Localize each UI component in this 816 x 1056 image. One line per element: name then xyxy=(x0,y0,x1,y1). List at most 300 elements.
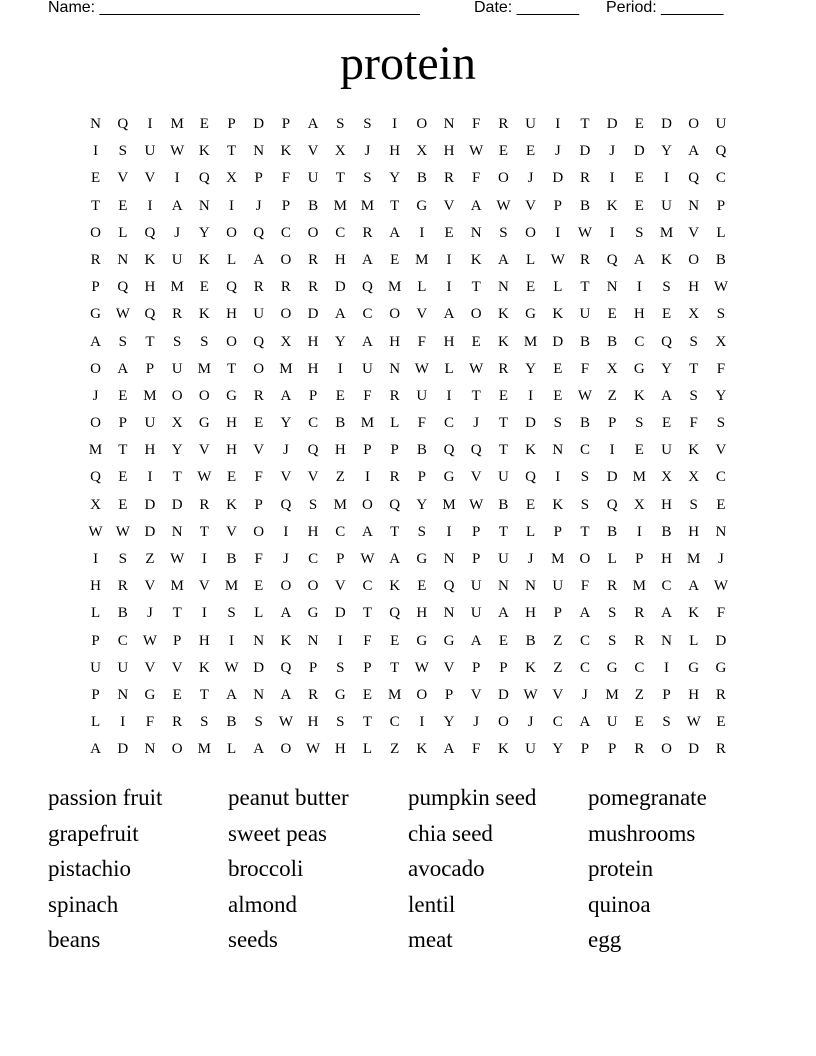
grid-letter[interactable]: Q xyxy=(144,306,156,323)
grid-letter[interactable]: P xyxy=(91,632,100,649)
grid-letter[interactable]: J xyxy=(717,551,724,567)
grid-letter[interactable]: Y xyxy=(416,496,428,513)
grid-letter[interactable]: F xyxy=(254,551,263,567)
grid-letter[interactable]: D xyxy=(253,659,265,676)
grid-letter[interactable]: S xyxy=(553,415,562,432)
grid-letter[interactable]: V xyxy=(144,659,156,676)
grid-letter[interactable]: R xyxy=(90,251,101,268)
grid-letter[interactable]: V xyxy=(525,197,537,214)
grid-letter[interactable]: A xyxy=(579,714,591,731)
grid-letter[interactable]: K xyxy=(525,659,537,676)
grid-letter[interactable]: O xyxy=(416,116,428,132)
grid-letter[interactable]: D xyxy=(497,686,509,703)
grid-letter[interactable]: I xyxy=(555,224,561,241)
name-field[interactable]: Name: ____________________________________ xyxy=(48,0,420,16)
grid-letter[interactable]: R xyxy=(498,360,509,377)
grid-letter[interactable]: D xyxy=(525,415,537,432)
grid-letter[interactable]: S xyxy=(689,496,698,513)
grid-letter[interactable]: L xyxy=(526,523,536,540)
grid-letter[interactable]: V xyxy=(688,224,700,241)
grid-letter[interactable]: X xyxy=(280,333,292,350)
grid-letter[interactable]: W xyxy=(469,143,484,160)
grid-letter[interactable]: J xyxy=(554,143,561,160)
grid-letter[interactable]: M xyxy=(197,741,212,758)
grid-letter[interactable]: L xyxy=(390,415,400,432)
grid-letter[interactable]: K xyxy=(144,251,156,268)
grid-letter[interactable]: Y xyxy=(443,714,455,731)
grid-letter[interactable]: I xyxy=(364,469,370,486)
grid-letter[interactable]: Q xyxy=(198,170,210,187)
grid-letter[interactable]: P xyxy=(472,659,481,676)
grid-letter[interactable]: E xyxy=(118,496,128,513)
grid-letter[interactable]: R xyxy=(280,279,291,296)
grid-letter[interactable]: N xyxy=(688,197,700,214)
grid-letter[interactable]: I xyxy=(419,224,425,241)
grid-letter[interactable]: L xyxy=(526,251,536,268)
grid-letter[interactable]: O xyxy=(90,415,102,432)
grid-letter[interactable]: Y xyxy=(389,170,401,187)
grid-letter[interactable]: Q xyxy=(280,659,292,676)
grid-letter[interactable]: J xyxy=(473,714,480,731)
grid-letter[interactable]: K xyxy=(226,496,237,513)
grid-letter[interactable]: S xyxy=(363,170,372,187)
grid-letter[interactable]: H xyxy=(307,714,319,731)
grid-letter[interactable]: R xyxy=(579,251,590,268)
grid-letter[interactable]: E xyxy=(526,496,536,513)
grid-letter[interactable]: M xyxy=(632,469,647,486)
grid-letter[interactable]: L xyxy=(444,360,454,377)
grid-letter[interactable]: P xyxy=(635,551,644,567)
grid-letter[interactable]: K xyxy=(198,143,210,160)
grid-letter[interactable]: P xyxy=(363,442,372,459)
grid-letter[interactable]: D xyxy=(171,496,183,513)
grid-letter[interactable]: N xyxy=(497,578,509,595)
grid-letter[interactable]: H xyxy=(389,143,401,160)
grid-letter[interactable]: S xyxy=(580,496,590,513)
grid-letter[interactable]: C xyxy=(389,714,400,731)
grid-letter[interactable]: A xyxy=(443,741,455,758)
grid-letter[interactable]: P xyxy=(662,686,671,703)
grid-letter[interactable]: T xyxy=(199,523,209,540)
grid-letter[interactable]: S xyxy=(227,605,236,622)
grid-letter[interactable]: N xyxy=(253,143,265,160)
grid-letter[interactable]: Q xyxy=(606,496,618,513)
grid-letter[interactable]: Y xyxy=(171,442,183,459)
grid-letter[interactable]: A xyxy=(389,551,401,567)
grid-letter[interactable]: M xyxy=(659,224,674,241)
grid-letter[interactable]: F xyxy=(472,741,481,758)
grid-letter[interactable]: E xyxy=(526,279,536,296)
grid-letter[interactable]: U xyxy=(307,170,319,187)
grid-letter[interactable]: B xyxy=(226,551,237,567)
grid-letter[interactable]: J xyxy=(147,605,153,622)
grid-letter[interactable]: M xyxy=(333,496,347,513)
grid-letter[interactable]: L xyxy=(254,605,264,622)
grid-letter[interactable]: A xyxy=(661,387,672,404)
grid-letter[interactable]: Q xyxy=(117,116,129,132)
grid-letter[interactable]: E xyxy=(634,442,644,459)
grid-letter[interactable]: V xyxy=(307,143,319,160)
grid-letter[interactable]: V xyxy=(443,659,455,676)
grid-letter[interactable]: E xyxy=(498,143,508,160)
grid-letter[interactable]: O xyxy=(280,578,292,595)
grid-letter[interactable]: E xyxy=(471,333,481,350)
grid-letter[interactable]: P xyxy=(281,197,291,214)
grid-letter[interactable]: U xyxy=(90,659,102,676)
grid-letter[interactable]: H xyxy=(661,551,672,567)
grid-letter[interactable]: G xyxy=(334,686,346,703)
grid-letter[interactable]: T xyxy=(498,415,508,432)
grid-letter[interactable]: C xyxy=(362,306,373,323)
grid-letter[interactable]: S xyxy=(417,523,427,540)
grid-letter[interactable]: O xyxy=(253,523,265,540)
grid-letter[interactable]: S xyxy=(635,415,644,432)
grid-letter[interactable]: I xyxy=(446,387,452,404)
grid-letter[interactable]: N xyxy=(253,632,265,649)
grid-letter[interactable]: K xyxy=(552,496,564,513)
grid-letter[interactable]: A xyxy=(389,224,401,241)
grid-letter[interactable]: P xyxy=(254,496,263,513)
grid-letter[interactable]: V xyxy=(280,469,292,486)
grid-letter[interactable]: M xyxy=(88,442,103,459)
grid-letter[interactable]: P xyxy=(172,632,182,649)
grid-letter[interactable]: H xyxy=(307,333,319,350)
grid-letter[interactable]: Y xyxy=(525,360,537,377)
grid-letter[interactable]: X xyxy=(688,306,700,323)
grid-letter[interactable]: W xyxy=(170,551,185,567)
grid-letter[interactable]: J xyxy=(282,442,289,459)
grid-letter[interactable]: P xyxy=(553,197,562,214)
grid-letter[interactable]: Q xyxy=(443,442,455,459)
grid-letter[interactable]: A xyxy=(443,306,455,323)
grid-letter[interactable]: H xyxy=(144,442,156,459)
grid-letter[interactable]: K xyxy=(198,251,210,268)
grid-letter[interactable]: P xyxy=(254,170,263,187)
grid-letter[interactable]: D xyxy=(552,333,564,350)
grid-letter[interactable]: J xyxy=(364,143,371,160)
grid-letter[interactable]: W xyxy=(577,224,593,241)
grid-letter[interactable]: U xyxy=(606,714,618,731)
grid-letter[interactable]: D xyxy=(661,116,672,132)
grid-letter[interactable]: T xyxy=(580,116,590,132)
grid-letter[interactable]: B xyxy=(607,523,618,540)
grid-letter[interactable]: S xyxy=(336,659,345,676)
grid-letter[interactable]: C xyxy=(362,578,373,595)
grid-letter[interactable]: C xyxy=(634,659,645,676)
grid-letter[interactable]: P xyxy=(390,442,399,459)
grid-letter[interactable]: A xyxy=(90,333,102,350)
grid-letter[interactable]: Q xyxy=(443,578,455,595)
grid-letter[interactable]: V xyxy=(198,442,210,459)
grid-letter[interactable]: G xyxy=(525,306,537,323)
grid-letter[interactable]: A xyxy=(280,686,292,703)
grid-letter[interactable]: A xyxy=(497,605,509,622)
grid-letter[interactable]: H xyxy=(443,143,455,160)
grid-letter[interactable]: H xyxy=(226,415,237,432)
grid-letter[interactable]: E xyxy=(118,197,128,214)
grid-letter[interactable]: W xyxy=(414,659,429,676)
grid-letter[interactable]: B xyxy=(579,415,590,432)
grid-letter[interactable]: X xyxy=(90,496,102,513)
grid-letter[interactable]: B xyxy=(416,442,427,459)
grid-letter[interactable]: L xyxy=(118,224,128,241)
grid-letter[interactable]: X xyxy=(633,496,645,513)
grid-letter[interactable]: L xyxy=(553,279,563,296)
grid-letter[interactable]: U xyxy=(715,116,727,132)
grid-letter[interactable]: N xyxy=(661,632,672,649)
grid-letter[interactable]: T xyxy=(580,279,590,296)
grid-letter[interactable]: L xyxy=(716,224,726,241)
grid-letter[interactable]: B xyxy=(715,251,726,268)
grid-letter[interactable]: D xyxy=(633,143,645,160)
grid-letter[interactable]: O xyxy=(280,306,292,323)
grid-letter[interactable]: D xyxy=(253,116,265,132)
grid-letter[interactable]: X xyxy=(171,415,183,432)
grid-letter[interactable]: M xyxy=(333,197,347,214)
grid-letter[interactable]: O xyxy=(280,741,292,758)
grid-letter[interactable]: K xyxy=(633,387,645,404)
grid-letter[interactable]: B xyxy=(579,333,590,350)
grid-letter[interactable]: B xyxy=(117,605,128,622)
grid-letter[interactable]: A xyxy=(362,523,373,540)
grid-letter[interactable]: D xyxy=(144,523,156,540)
grid-letter[interactable]: R xyxy=(362,224,373,241)
grid-letter[interactable]: E xyxy=(390,632,400,649)
grid-letter[interactable]: B xyxy=(308,197,319,214)
grid-letter[interactable]: I xyxy=(229,632,235,649)
grid-letter[interactable]: R xyxy=(389,469,400,486)
grid-letter[interactable]: J xyxy=(473,415,480,432)
grid-letter[interactable]: S xyxy=(607,632,617,649)
grid-letter[interactable]: W xyxy=(170,143,185,160)
grid-letter[interactable]: E xyxy=(716,714,726,731)
grid-letter[interactable]: E xyxy=(498,387,508,404)
grid-letter[interactable]: V xyxy=(715,442,727,459)
grid-letter[interactable]: Z xyxy=(390,741,400,758)
grid-letter[interactable]: T xyxy=(362,714,373,731)
grid-letter[interactable]: N xyxy=(552,442,564,459)
grid-letter[interactable]: A xyxy=(497,251,509,268)
grid-letter[interactable]: W xyxy=(142,632,158,649)
grid-letter[interactable]: M xyxy=(360,197,375,214)
grid-letter[interactable]: P xyxy=(91,686,100,703)
grid-letter[interactable]: O xyxy=(497,714,509,731)
grid-letter[interactable]: U xyxy=(144,415,156,432)
grid-letter[interactable]: K xyxy=(280,143,292,160)
grid-letter[interactable]: E xyxy=(634,116,644,132)
grid-letter[interactable]: L xyxy=(417,279,427,296)
grid-letter[interactable]: B xyxy=(607,333,618,350)
grid-letter[interactable]: H xyxy=(334,442,346,459)
grid-letter[interactable]: K xyxy=(606,197,618,214)
grid-letter[interactable]: L xyxy=(226,251,237,268)
grid-letter[interactable]: W xyxy=(88,523,103,540)
grid-letter[interactable]: F xyxy=(689,415,698,432)
grid-letter[interactable]: F xyxy=(254,469,263,486)
grid-letter[interactable]: R xyxy=(634,741,645,758)
grid-letter[interactable]: E xyxy=(118,387,128,404)
grid-letter[interactable]: E xyxy=(716,496,726,513)
grid-letter[interactable]: H xyxy=(443,333,455,350)
grid-letter[interactable]: V xyxy=(334,578,346,595)
grid-letter[interactable]: P xyxy=(553,605,562,622)
grid-letter[interactable]: N xyxy=(443,116,455,132)
grid-letter[interactable]: K xyxy=(470,251,482,268)
grid-letter[interactable]: U xyxy=(579,306,591,323)
grid-letter[interactable]: O xyxy=(90,224,102,241)
grid-letter[interactable]: G xyxy=(443,469,455,486)
grid-letter[interactable]: S xyxy=(200,333,209,350)
grid-letter[interactable]: E xyxy=(118,469,128,486)
grid-letter[interactable]: M xyxy=(387,279,402,296)
grid-letter[interactable]: H xyxy=(226,306,237,323)
grid-letter[interactable]: J xyxy=(527,170,534,187)
grid-letter[interactable]: C xyxy=(579,659,590,676)
grid-letter[interactable]: T xyxy=(471,387,481,404)
grid-letter[interactable]: X xyxy=(226,170,237,187)
grid-letter[interactable]: G xyxy=(606,659,618,676)
grid-letter[interactable]: J xyxy=(282,551,289,567)
grid-letter[interactable]: M xyxy=(632,578,647,595)
grid-letter[interactable]: K xyxy=(497,741,509,758)
grid-letter[interactable]: R xyxy=(172,306,183,323)
grid-letter[interactable]: O xyxy=(525,224,537,241)
grid-letter[interactable]: S xyxy=(172,333,182,350)
grid-letter[interactable]: N xyxy=(443,551,455,567)
grid-letter[interactable]: Q xyxy=(389,605,401,622)
grid-letter[interactable]: C xyxy=(308,551,319,567)
grid-letter[interactable]: X xyxy=(661,469,672,486)
grid-letter[interactable]: E xyxy=(661,415,672,432)
grid-letter[interactable]: I xyxy=(283,523,289,540)
grid-letter[interactable]: N xyxy=(117,686,129,703)
grid-letter[interactable]: F xyxy=(580,578,590,595)
grid-letter[interactable]: O xyxy=(362,496,373,513)
grid-letter[interactable]: T xyxy=(172,605,182,622)
grid-letter[interactable]: R xyxy=(634,605,645,622)
grid-letter[interactable]: I xyxy=(664,659,670,676)
grid-letter[interactable]: N xyxy=(171,523,183,540)
grid-letter[interactable]: Y xyxy=(661,143,672,160)
grid-letter[interactable]: I xyxy=(609,442,615,459)
grid-letter[interactable]: I xyxy=(446,251,452,268)
grid-letter[interactable]: B xyxy=(525,632,536,649)
grid-letter[interactable]: G xyxy=(416,197,428,214)
grid-letter[interactable]: N xyxy=(525,578,537,595)
grid-letter[interactable]: H xyxy=(334,251,346,268)
grid-letter[interactable]: A xyxy=(470,632,482,649)
grid-letter[interactable]: H xyxy=(525,605,537,622)
grid-letter[interactable]: T xyxy=(471,279,481,296)
grid-letter[interactable]: T xyxy=(335,170,345,187)
grid-letter[interactable]: F xyxy=(417,333,427,350)
grid-letter[interactable]: U xyxy=(171,251,183,268)
grid-letter[interactable]: O xyxy=(226,224,237,241)
grid-letter[interactable]: N xyxy=(144,741,156,758)
grid-letter[interactable]: H xyxy=(389,333,401,350)
grid-letter[interactable]: Q xyxy=(280,496,292,513)
grid-letter[interactable]: D xyxy=(334,605,346,622)
grid-letter[interactable]: O xyxy=(171,741,183,758)
grid-letter[interactable]: T xyxy=(390,659,400,676)
grid-letter[interactable]: Z xyxy=(634,686,644,703)
grid-letter[interactable]: J xyxy=(255,197,262,214)
grid-letter[interactable]: Q xyxy=(525,469,537,486)
grid-letter[interactable]: N xyxy=(117,251,129,268)
grid-letter[interactable]: K xyxy=(497,333,509,350)
grid-letter[interactable]: X xyxy=(416,143,428,160)
grid-letter[interactable]: Q xyxy=(470,442,482,459)
grid-letter[interactable]: E xyxy=(607,306,617,323)
grid-letter[interactable]: G xyxy=(416,551,428,567)
grid-letter[interactable]: T xyxy=(172,469,182,486)
grid-letter[interactable]: S xyxy=(118,143,127,160)
grid-letter[interactable]: O xyxy=(226,333,237,350)
grid-letter[interactable]: S xyxy=(662,279,671,296)
grid-letter[interactable]: Z xyxy=(553,632,563,649)
grid-letter[interactable]: I xyxy=(93,551,99,567)
grid-letter[interactable]: M xyxy=(551,551,565,567)
grid-letter[interactable]: E xyxy=(199,116,209,132)
grid-letter[interactable]: C xyxy=(335,523,346,540)
grid-letter[interactable]: C xyxy=(715,469,726,486)
grid-letter[interactable]: W xyxy=(713,578,728,595)
grid-letter[interactable]: A xyxy=(579,605,591,622)
grid-letter[interactable]: A xyxy=(661,605,672,622)
grid-letter[interactable]: C xyxy=(715,170,726,187)
grid-letter[interactable]: A xyxy=(90,741,102,758)
grid-letter[interactable]: B xyxy=(335,415,346,432)
grid-letter[interactable]: Y xyxy=(552,741,564,758)
grid-letter[interactable]: O xyxy=(198,387,210,404)
grid-letter[interactable]: Z xyxy=(145,551,155,567)
grid-letter[interactable]: O xyxy=(661,741,672,758)
grid-letter[interactable]: N xyxy=(198,197,210,214)
grid-letter[interactable]: O xyxy=(253,360,265,377)
grid-letter[interactable]: F xyxy=(417,415,427,432)
grid-letter[interactable]: U xyxy=(117,659,129,676)
grid-letter[interactable]: I xyxy=(229,197,235,214)
grid-letter[interactable]: R xyxy=(607,578,618,595)
grid-letter[interactable]: W xyxy=(686,714,701,731)
grid-letter[interactable]: V xyxy=(470,686,482,703)
grid-letter[interactable]: O xyxy=(90,360,102,377)
grid-letter[interactable]: A xyxy=(226,686,237,703)
grid-letter[interactable]: P xyxy=(417,469,427,486)
grid-letter[interactable]: W xyxy=(115,523,130,540)
grid-letter[interactable]: E xyxy=(254,415,264,432)
grid-letter[interactable]: K xyxy=(198,659,210,676)
grid-letter[interactable]: N xyxy=(470,224,482,241)
grid-letter[interactable]: O xyxy=(307,224,319,241)
grid-letter[interactable]: I xyxy=(609,224,615,241)
grid-letter[interactable]: U xyxy=(661,197,672,214)
grid-letter[interactable]: E xyxy=(553,360,563,377)
grid-letter[interactable]: S xyxy=(607,605,617,622)
grid-letter[interactable]: D xyxy=(606,116,618,132)
grid-letter[interactable]: G xyxy=(633,360,645,377)
grid-letter[interactable]: L xyxy=(226,741,237,758)
grid-letter[interactable]: W xyxy=(414,360,429,377)
grid-letter[interactable]: T xyxy=(362,605,373,622)
grid-letter[interactable]: J xyxy=(527,714,534,731)
grid-letter[interactable]: W xyxy=(496,197,511,214)
grid-letter[interactable]: A xyxy=(362,333,373,350)
grid-letter[interactable]: N xyxy=(307,632,319,649)
grid-letter[interactable]: S xyxy=(118,551,127,567)
grid-letter[interactable]: S xyxy=(363,116,372,132)
grid-letter[interactable]: W xyxy=(577,387,593,404)
